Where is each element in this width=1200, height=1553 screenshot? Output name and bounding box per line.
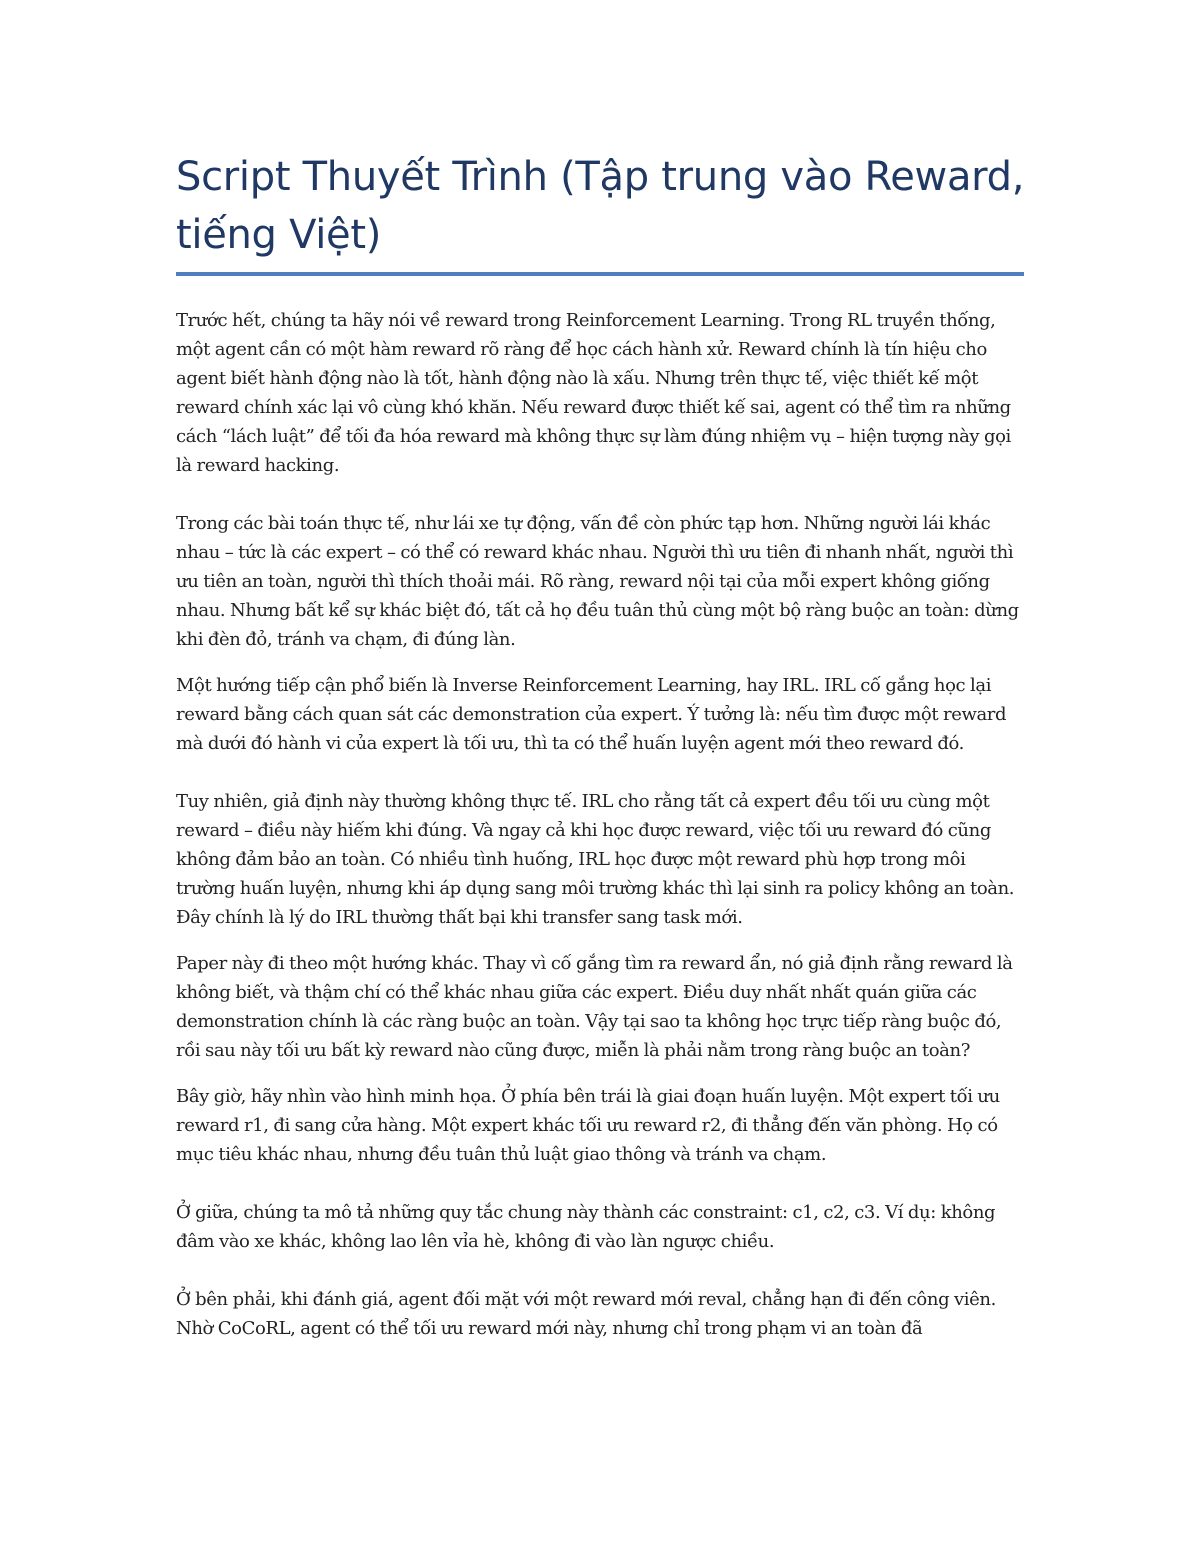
paragraph-real-world-problems: Trong các bài toán thực tế, như lái xe tự động, vấn đề còn phức tạp hơn. Những người lái khác nhau – tức là các expert – có thể có reward khác nhau. Người thì ưu tiên đi nhanh nhất, người thì ưu tiên an toàn, người thì thích thoải mái. Rõ ràng, reward nội tại của mỗi expert không giống nhau. Nhưng bất kể sự khác biệt đó, tất cả họ đều tuân thủ cùng một bộ ràng buộc an toàn: dừng khi đèn đỏ, tránh va chạm, đi đúng làn. xyxy=(176,513,1019,650)
paragraph-reward-intro: Trước hết, chúng ta hãy nói về reward trong Reinforcement Learning. Trong RL truyền thống, một agent cần có một hàm reward rõ ràng để học cách hành xử. Reward chính là tín hiệu cho agent biết hành động nào là tốt, hành động nào là xấu. Nhưng trên thực tế, việc thiết kế một reward chính xác lại vô cùng khó khăn. Nếu reward được thiết kế sai, agent có thể tìm ra những cách “lách luật” để tối đa hóa reward mà không thực sự làm đúng nhiệm vụ – hiện tượng này gọi là reward hacking. xyxy=(176,310,1011,476)
title-underline-rule xyxy=(176,272,1024,276)
paragraph-illustration-left: Bây giờ, hãy nhìn vào hình minh họa. Ở phía bên trái là giai đoạn huấn luyện. Một expert tối ưu reward r1, đi sang cửa hàng. Một expert khác tối ưu reward r2, đi thẳng đến văn phòng. Họ có mục tiêu khác nhau, nhưng đều tuân thủ luật giao thông và tránh va chạm. xyxy=(176,1086,1000,1165)
document-title: Script Thuyết Trình (Tập trung vào Reward, tiếng Việt) xyxy=(176,154,1025,258)
paragraph-paper-direction: Paper này đi theo một hướng khác. Thay vì cố gắng tìm ra reward ẩn, nó giả định rằng reward là không biết, và thậm chí có thể khác nhau giữa các expert. Điều duy nhất nhất quán giữa các demonstration chính là các ràng buộc an toàn. Vậy tại sao ta không học trực tiếp ràng buộc đó, rồi sau này tối ưu bất kỳ reward nào cũng được, miễn là phải nằm trong ràng buộc an toàn? xyxy=(176,953,1013,1061)
paragraph-irl-approach: Một hướng tiếp cận phổ biến là Inverse Reinforcement Learning, hay IRL. IRL cố gắng học lại reward bằng cách quan sát các demonstration của expert. Ý tưởng là: nếu tìm được một reward mà dưới đó hành vi của expert là tối ưu, thì ta có thể huấn luyện agent mới theo reward đó. xyxy=(176,675,1007,754)
paragraph-illustration-right: Ở bên phải, khi đánh giá, agent đối mặt với một reward mới reval, chẳng hạn đi đến công viên. Nhờ CoCoRL, agent có thể tối ưu reward mới này, nhưng chỉ trong phạm vi an toàn đã xyxy=(176,1289,996,1339)
document-content xyxy=(176,148,1026,1343)
paragraph-irl-limitations: Tuy nhiên, giả định này thường không thực tế. IRL cho rằng tất cả expert đều tối ưu cùng một reward – điều này hiếm khi đúng. Và ngay cả khi học được reward, việc tối ưu reward đó cũng không đảm bảo an toàn. Có nhiều tình huống, IRL học được một reward phù hợp trong môi trường huấn luyện, nhưng khi áp dụng sang môi trường khác thì lại sinh ra policy không an toàn. Đây chính là lý do IRL thường thất bại khi transfer sang task mới. xyxy=(176,791,1015,928)
paragraph-illustration-middle: Ở giữa, chúng ta mô tả những quy tắc chung này thành các constraint: c1, c2, c3. Ví dụ: không đâm vào xe khác, không lao lên vỉa hè, không đi vào làn ngược chiều. xyxy=(176,1202,996,1252)
